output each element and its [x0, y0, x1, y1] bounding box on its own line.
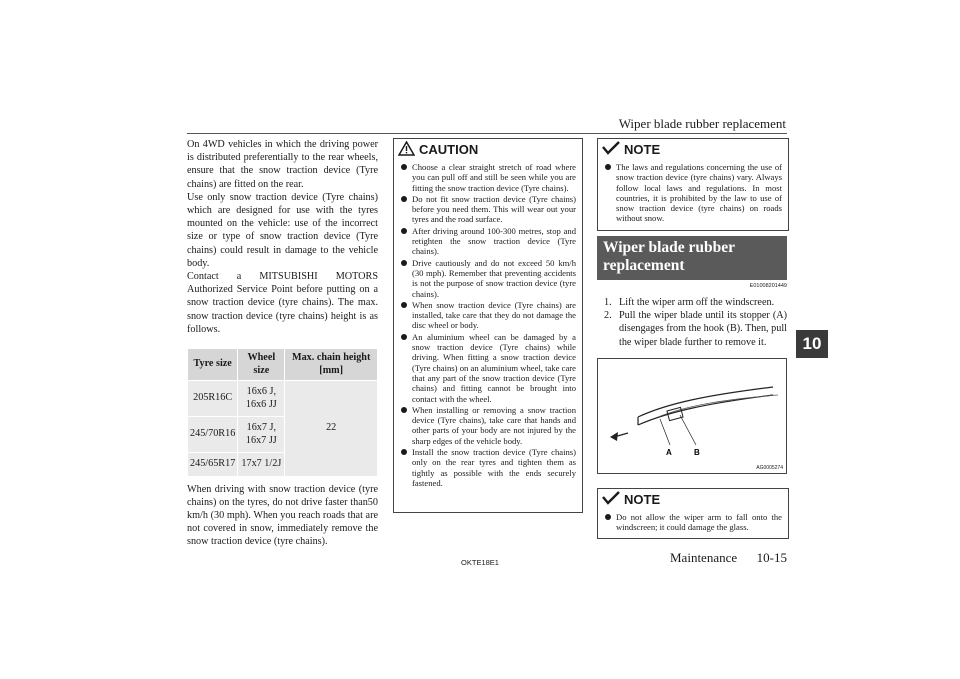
table-header: Wheel size — [238, 349, 285, 381]
note-header — [598, 489, 788, 510]
left-column — [187, 138, 378, 549]
table-row — [188, 381, 378, 417]
running-header: Wiper blade rubber replacement — [618, 116, 786, 131]
list-item: When snow traction device (Tyre chains) are installed, take care that they do not damage the disc wheel or body. — [400, 300, 576, 331]
chain-height-table — [187, 348, 378, 477]
checkmark-note-icon — [602, 141, 620, 158]
wheel-size-cell: 17x7 1/2J — [238, 453, 285, 477]
wiper-blade-drawing — [598, 359, 786, 473]
caution-title: CAUTION — [419, 142, 479, 157]
list-item: Choose a clear straight stretch of road where you can pull off and still be seen while you are fitting the snow traction device (Tyre chains). — [400, 162, 576, 193]
caution-box — [393, 138, 583, 513]
table-header: Max. chain height [mm] — [285, 349, 378, 381]
figure-code: AG0005274 — [756, 465, 783, 471]
note-title: NOTE — [624, 142, 661, 157]
list-item: The laws and regulations concerning the use of snow traction device (tyre chains) vary. Always follow local laws and regulations. In most countries, it is prohibited by the law to use of snow traction device (tyre chains) on roads without snow. — [604, 162, 782, 224]
paragraph: Use only snow traction device (Tyre chains) which are designed for use with the tyres mounted on the vehicle: use of the incorrect size or type of snow traction device (Tyre chains) could result in damage to the vehicle body. — [187, 191, 378, 269]
label-b: B — [694, 448, 700, 457]
paragraph: On 4WD vehicles in which the driving power is distributed preferentially to the rear wheels, ensure that the snow traction device (Tyre chains) are fitted on the rear. — [187, 139, 378, 190]
max-chain-height-cell: 22 — [285, 381, 378, 477]
note-list — [598, 510, 788, 538]
caution-list — [394, 160, 582, 493]
wheel-size-cell: 16x7 J, 16x7 JJ — [238, 417, 285, 453]
label-a: A — [666, 448, 672, 457]
list-item: Drive cautiously and do not exceed 50 km/h (30 mph). Remember that preventing accidents is not the purpose of snow traction device (tyre chains). — [400, 258, 576, 299]
note-title: NOTE — [624, 492, 661, 507]
section-code: E01008201449 — [749, 283, 787, 289]
list-item: Install the snow traction device (Tyre chains) only on the rear tyres and tighten them as tightly as possible with the ends securely fastened. — [400, 447, 576, 488]
list-item: After driving around 100-300 metres, stop and retighten the snow traction device (Tyre chains). — [400, 226, 576, 257]
note-box — [597, 488, 789, 539]
wiper-blade-illustration — [597, 358, 787, 474]
caution-header — [394, 139, 582, 160]
wheel-size-cell: 16x6 J, 16x6 JJ — [238, 381, 285, 417]
table-header: Tyre size — [188, 349, 238, 381]
section-title: Wiper blade rubber replacement — [597, 236, 787, 280]
warning-triangle-icon — [398, 141, 415, 159]
checkmark-note-icon — [602, 491, 620, 508]
tyre-size-cell: 245/70R16 — [188, 417, 238, 453]
note-header — [598, 139, 788, 160]
page-number: 10-15 — [756, 550, 787, 565]
paragraph: When driving with snow traction device (tyre chains) on the tyres, do not drive faster than50 km/h (30 mph). When you reach roads that are not covered in snow, immediately remove the snow traction device (tyre chains). — [187, 483, 378, 548]
document-code: OKTE18E1 — [461, 558, 499, 567]
chapter-tab: 10 — [796, 330, 828, 358]
footer-section-name: Maintenance — [670, 550, 738, 565]
list-item: Do not allow the wiper arm to fall onto the windscreen; it could damage the glass. — [604, 512, 782, 533]
list-item: An aluminium wheel can be damaged by a snow traction device (Tyre chains) while driving. When fitting a snow traction device (Tyre chains) on an aluminium wheel, take care that any part of the snow traction device (Tyre chains) and fitting cannot be brought into contact with the wheel. — [400, 332, 576, 404]
note-list — [598, 160, 788, 229]
instruction-steps — [597, 296, 787, 349]
list-item: When installing or removing a snow traction device (Tyre chains), take care that hands and other parts of your body are not injured by the sharp edges of the vehicle body. — [400, 405, 576, 446]
list-item: Do not fit snow traction device (Tyre chains) before you need them. This will wear out your tyres and the road surface. — [400, 194, 576, 225]
step-item: 1. Lift the wiper arm off the windscreen. — [604, 297, 775, 308]
note-box — [597, 138, 789, 231]
header-rule — [187, 133, 787, 134]
tyre-size-cell: 245/65R17 — [188, 453, 238, 477]
tyre-size-cell: 205R16C — [188, 381, 238, 417]
paragraph: Contact a MITSUBISHI MOTORS Authorized Service Point before putting on a snow traction device (tyre chains). The max. snow traction device (tyre chains) height is as follows. — [187, 271, 378, 335]
step-item: 2. Pull the wiper blade until its stopper (A) disengages from the hook (B). Then, pull the wiper blade further to remove it. — [604, 310, 787, 348]
